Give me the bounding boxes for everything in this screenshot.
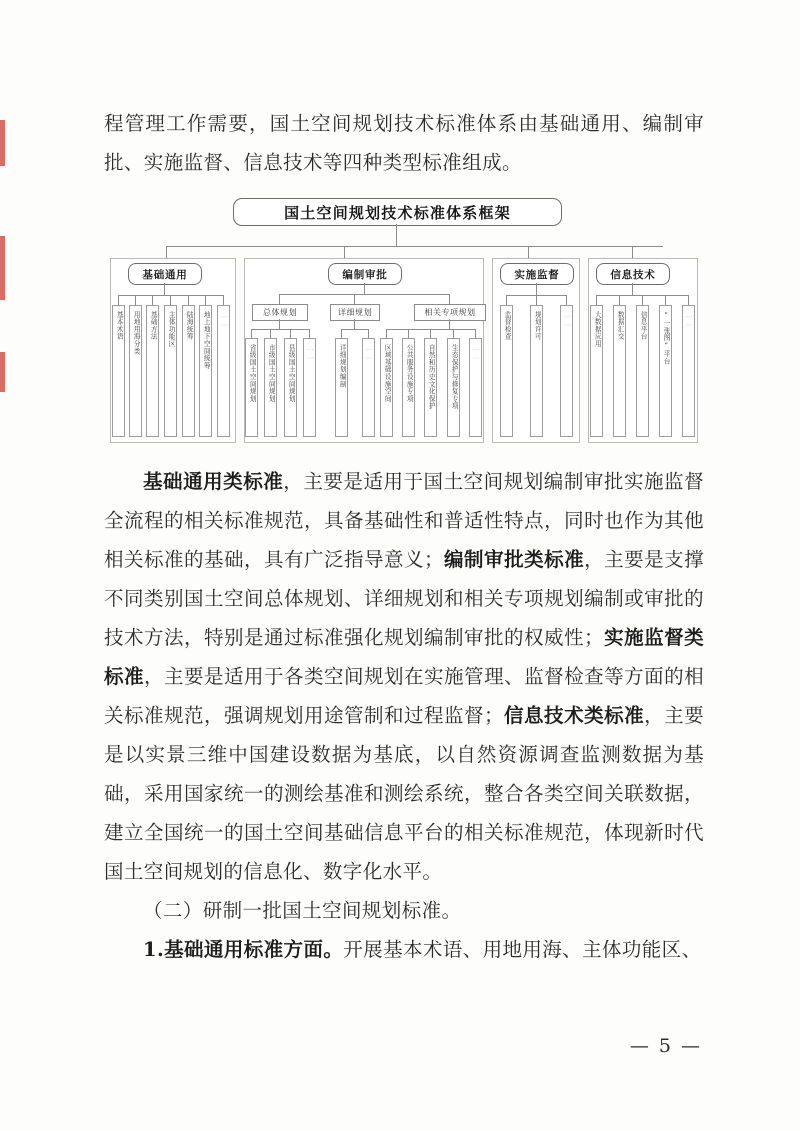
connector-drop xyxy=(688,295,689,305)
connector-drop xyxy=(223,295,224,305)
connector-drop xyxy=(354,294,355,304)
leaf-label: 大数据应用 xyxy=(593,311,602,348)
subcategory-box-special[interactable] xyxy=(414,304,486,321)
leaf-label: 主体功能区 xyxy=(167,311,176,348)
leaf-label: “一张图”平台 xyxy=(662,311,671,365)
connector-drop xyxy=(386,329,387,338)
category-box-supervision[interactable] xyxy=(500,263,574,285)
subcategory-label: 总体规划 xyxy=(263,308,297,317)
connector-drop xyxy=(453,329,454,338)
leaf-label: 数据汇交 xyxy=(616,311,625,341)
connector-drop xyxy=(408,329,409,338)
leaf-label: …… xyxy=(685,311,694,329)
connector-drop xyxy=(344,246,345,258)
connector-drop xyxy=(619,295,620,305)
connector-drop xyxy=(354,319,355,329)
leaf-box[interactable] xyxy=(659,305,672,437)
connector-drop xyxy=(251,329,252,338)
leaf-label: 详细规划编制 xyxy=(338,344,347,388)
scan-edge-mark xyxy=(0,120,5,166)
leaf-box[interactable] xyxy=(112,305,125,437)
connector-bus-top xyxy=(166,246,663,247)
leaf-box[interactable] xyxy=(530,305,543,437)
paragraph-standard-types xyxy=(104,462,704,891)
connector-drop xyxy=(135,295,136,305)
category-label: 基础通用 xyxy=(142,268,188,281)
connector-trunk xyxy=(396,224,397,246)
leaf-label: 区域基础设施空间 xyxy=(383,344,392,403)
text-basic-general: ，主要是适用于国土空间规划编制审批实施监督全流程的相关标准规范，具备基础性和普适性特点，同时也作为其他相关标准的基础，具有广泛指导意义； xyxy=(104,470,704,571)
connector-drop xyxy=(341,329,342,338)
connector-drop xyxy=(528,246,529,258)
connector-drop xyxy=(309,329,310,338)
connector-drop xyxy=(270,329,271,338)
leaf-label: 监督检查 xyxy=(503,311,512,341)
leaf-box[interactable] xyxy=(245,338,258,437)
leaf-label: 基本术语 xyxy=(115,311,124,341)
connector-drop xyxy=(279,319,280,329)
leaf-box[interactable] xyxy=(590,305,603,437)
connector-drop xyxy=(164,283,165,295)
leaf-label: …… xyxy=(472,344,481,362)
connector-drop xyxy=(368,329,369,338)
leaf-label: 公共服务设施专项 xyxy=(405,344,414,403)
connector-drop xyxy=(118,295,119,305)
category-box-compilation[interactable] xyxy=(328,263,402,285)
subcategory-box-overall[interactable] xyxy=(252,304,308,321)
leaf-label: …… xyxy=(306,344,315,362)
leaf-box[interactable] xyxy=(362,338,375,437)
leaf-label: 基础方法 xyxy=(149,311,158,341)
leaf-label: 信息平台 xyxy=(639,311,648,341)
term-information-technology: 信息技术类标准 xyxy=(503,704,645,727)
paragraph-top: 程管理工作需要，国土空间规划技术标准体系由基础通用、编制审批、实施监督、信息技术等四种类型标准组成。 xyxy=(104,112,704,174)
subcategory-label: 相关专项规划 xyxy=(424,308,476,317)
leaf-label: …… xyxy=(220,311,229,329)
list-item-1-text: 开展基本术语、用地用海、主体功能区、 xyxy=(343,938,702,961)
text-compilation-approval: ，主要是支撑不同类别国土空间总体规划、详细规划和相关专项规划编制或审批的技术方法，特别是通过标准强化规划编制审批的权威性； xyxy=(104,548,704,649)
section-heading: （二）研制一批国土空间规划标准。 xyxy=(143,899,462,922)
leaf-box[interactable] xyxy=(129,305,142,437)
connector-drop xyxy=(170,295,171,305)
leaf-box[interactable] xyxy=(284,338,297,437)
list-item-1 xyxy=(104,930,704,969)
diagram-title: 国土空间规划技术标准体系框架 xyxy=(284,203,511,222)
leaf-box[interactable] xyxy=(264,338,277,437)
term-compilation-approval: 编制审批类标准 xyxy=(443,548,585,571)
connector-drop xyxy=(536,295,537,305)
connector-drop xyxy=(632,283,633,295)
leaf-box[interactable] xyxy=(636,305,649,437)
leaf-box[interactable] xyxy=(182,305,195,437)
term-basic-general: 基础通用类标准 xyxy=(143,470,284,493)
leaf-box[interactable] xyxy=(303,338,316,437)
connector-drop xyxy=(506,295,507,305)
page-number: — 5 — xyxy=(629,1035,702,1057)
connector-drop xyxy=(166,246,167,258)
leaf-box[interactable] xyxy=(380,338,393,437)
text-implementation-supervision: ，主要是适用于各类空间规划在实施管理、监督检查等方面的相关标准规范，强调规划用途管制和过程监督； xyxy=(104,665,704,727)
connector-drop xyxy=(279,294,280,304)
connector-drop xyxy=(632,246,633,258)
text-information-technology: ，主要是以实景三维中国建设数据为基底，以自然资源调查监测数据为基础，采用国家统一的测绘基准和测绘系统，整合各类空间关联数据，建立全国统一的国土空间基础信息平台的相关标准规范，体现新时代国土空间规划的信息化、数字化水平。 xyxy=(104,704,704,883)
category-label: 实施监督 xyxy=(514,268,560,281)
leaf-box[interactable] xyxy=(424,338,437,437)
leaf-label: 地上地下空间统筹 xyxy=(202,311,211,370)
connector-bus-compilation xyxy=(279,294,449,295)
leaf-box[interactable] xyxy=(146,305,159,437)
leaf-label: 生态保护与修复专项 xyxy=(450,344,459,410)
leaf-label: …… xyxy=(563,311,572,329)
connector-drop xyxy=(449,319,450,329)
scan-edge-mark xyxy=(0,352,5,392)
category-box-basic[interactable] xyxy=(128,263,202,285)
subcategory-label: 详细规划 xyxy=(338,308,372,317)
connector-bus-detailed xyxy=(341,329,368,330)
category-box-information[interactable] xyxy=(596,263,670,285)
leaf-label: 陆海统筹 xyxy=(185,311,194,341)
leaf-label: 用地用海分类 xyxy=(132,311,141,355)
leaf-label: 市级国土空间规划 xyxy=(267,344,276,403)
leaf-box[interactable] xyxy=(199,305,212,437)
leaf-label: 县级国土空间规划 xyxy=(287,344,296,403)
leaf-box[interactable] xyxy=(560,305,573,437)
page-content xyxy=(104,104,704,969)
connector-drop xyxy=(152,295,153,305)
leaf-box[interactable] xyxy=(164,305,177,437)
connector-drop xyxy=(566,295,567,305)
connector-drop xyxy=(536,283,537,295)
connector-drop xyxy=(596,295,597,305)
leaf-box[interactable] xyxy=(402,338,415,437)
leaf-label: 规划许可 xyxy=(533,311,542,341)
term-implementation-supervision: 实施监督类标准 xyxy=(104,626,704,688)
category-label: 信息技术 xyxy=(610,268,656,281)
connector-drop xyxy=(188,295,189,305)
leaf-box[interactable] xyxy=(682,305,695,437)
connector-drop xyxy=(205,295,206,305)
list-item-1-title: 1.基础通用标准方面。 xyxy=(143,938,344,961)
leaf-label: 省级国土空间规划 xyxy=(248,344,257,403)
connector-drop xyxy=(642,295,643,305)
connector-drop xyxy=(665,295,666,305)
connector-drop xyxy=(430,329,431,338)
connector-drop xyxy=(449,294,450,304)
leaf-box[interactable] xyxy=(447,338,460,437)
connector-drop xyxy=(475,329,476,338)
leaf-box[interactable] xyxy=(613,305,626,437)
connector-bus-overall xyxy=(251,329,309,330)
leaf-box[interactable] xyxy=(217,305,230,437)
leaf-box[interactable] xyxy=(469,338,482,437)
category-label: 编制审批 xyxy=(342,268,388,281)
leaf-label: …… xyxy=(365,344,374,362)
connector-drop xyxy=(364,283,365,294)
leaf-box[interactable] xyxy=(500,305,513,437)
leaf-label: 自然和历史文化保护 xyxy=(427,344,436,410)
scan-edge-mark xyxy=(0,236,5,300)
connector-drop xyxy=(290,329,291,338)
leaf-box[interactable] xyxy=(335,338,348,437)
diagram-title-box xyxy=(233,198,562,226)
subcategory-box-detailed[interactable] xyxy=(330,304,380,321)
standards-framework-diagram xyxy=(104,194,704,452)
